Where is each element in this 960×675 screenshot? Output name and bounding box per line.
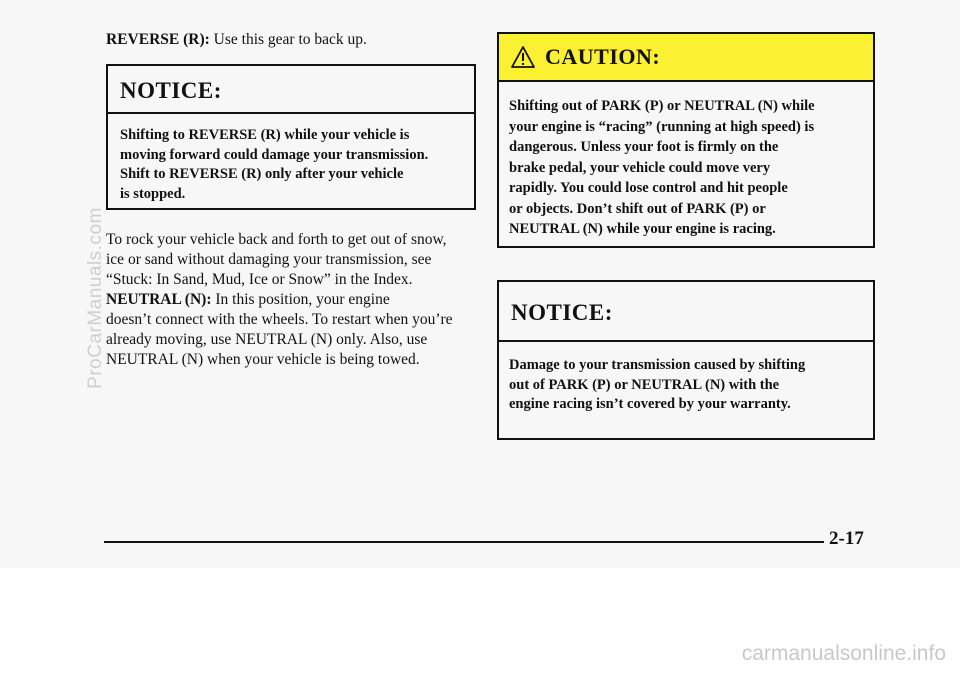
neutral-label: NEUTRAL (N): — [106, 291, 212, 308]
caution-title: CAUTION: — [545, 44, 661, 69]
site-watermark: carmanualsonline.info — [741, 642, 946, 665]
notice-line: engine racing isn’t covered by your warranty. — [509, 396, 791, 412]
rock-line: To rock your vehicle back and forth to get out of snow, — [106, 231, 447, 248]
reverse-text: Use this gear to back up. — [209, 31, 367, 48]
notice-body — [499, 342, 873, 415]
caution-line: your engine is “racing” (running at high speed) is — [509, 118, 815, 135]
caution-box — [497, 32, 875, 248]
caution-body — [499, 82, 873, 240]
reverse-paragraph — [106, 30, 367, 50]
notice-line: Shift to REVERSE (R) only after your vehicle — [120, 166, 404, 182]
caution-line: or objects. Don’t shift out of PARK (P) or — [509, 200, 766, 217]
neutral-line: already moving, use NEUTRAL (N) only. Also, use — [106, 331, 428, 348]
vertical-watermark — [83, 188, 109, 408]
notice-title: NOTICE: — [108, 66, 474, 114]
reverse-label: REVERSE (R): — [106, 31, 210, 48]
rock-line: ice or sand without damaging your transmission, see — [106, 251, 432, 268]
caution-line: NEUTRAL (N) while your engine is racing. — [509, 221, 776, 237]
notice-box-reverse — [106, 64, 476, 210]
caution-header — [499, 34, 873, 82]
notice-line: Damage to your transmission caused by shifting — [509, 357, 806, 373]
caution-line: dangerous. Unless your foot is firmly on the — [509, 139, 779, 155]
notice-line: is stopped. — [120, 185, 186, 202]
neutral-first-line — [106, 290, 476, 310]
warning-triangle-icon — [511, 46, 535, 68]
caution-line: brake pedal, your vehicle could move very — [509, 159, 771, 176]
footer-rule — [104, 541, 824, 543]
neutral-line: doesn’t connect with the wheels. To restart when you’re — [106, 311, 453, 328]
neutral-paragraph — [106, 290, 476, 370]
caution-line: Shifting out of PARK (P) or NEUTRAL (N) while — [509, 98, 815, 114]
page-number: 2-17 — [829, 528, 864, 549]
neutral-line: NEUTRAL (N) when your vehicle is being towed. — [106, 351, 420, 368]
rock-line: “Stuck: In Sand, Mud, Ice or Snow” in the Index. — [106, 271, 413, 288]
notice-box-warranty — [497, 280, 875, 440]
caution-line: rapidly. You could lose control and hit people — [509, 180, 788, 196]
vertical-watermark-text: ProCarManuals.com — [85, 207, 106, 389]
notice-title: NOTICE: — [499, 282, 873, 342]
notice-body — [108, 114, 474, 204]
neutral-first-text: In this position, your engine — [211, 291, 390, 308]
rock-paragraph — [106, 230, 476, 290]
notice-line: moving forward could damage your transmission. — [120, 146, 429, 163]
notice-line: Shifting to REVERSE (R) while your vehicle is — [120, 127, 410, 143]
notice-line: out of PARK (P) or NEUTRAL (N) with the — [509, 376, 780, 393]
